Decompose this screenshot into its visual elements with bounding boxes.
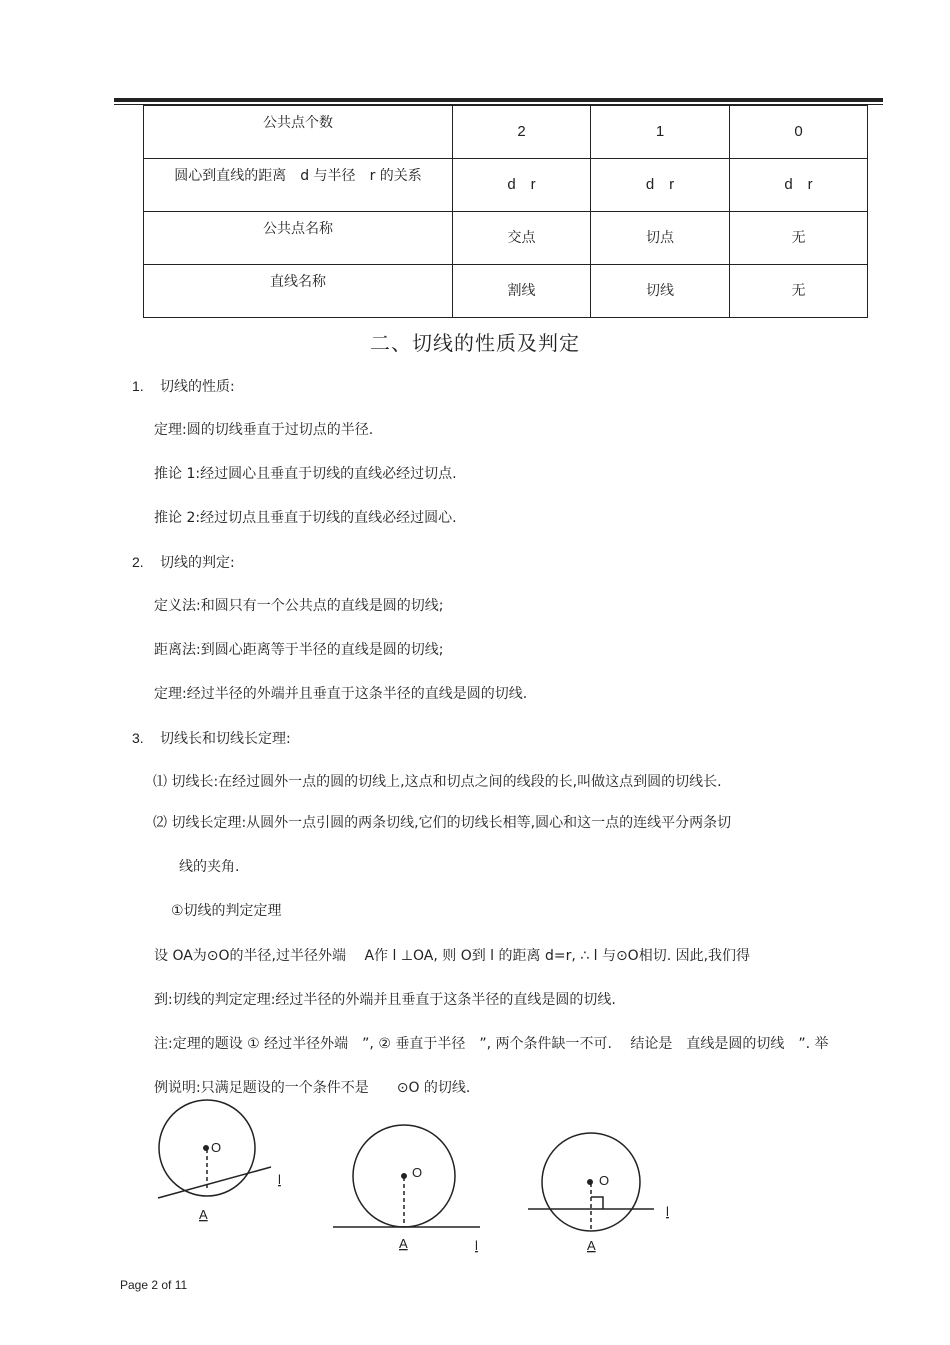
- paragraph-line: 到:切线的判定定理:经过半径的外端并且垂直于这条半径的直线是圆的切线.: [154, 992, 616, 1008]
- note-line: 注:定理的题设 ① 经过半径外端 ”, ② 垂直于半径 ”, 两个条件缺一不可. 结论是 直线是圆的切线 ”. 举: [154, 1036, 829, 1052]
- label-a: A: [199, 1207, 208, 1222]
- tangent-length-def: ⑴ 切线长:在经过圆外一点的圆的切线上,这点和切点之间的线段的长,叫做这点到圆的切线长.: [153, 774, 722, 790]
- paragraph-line: 设 OA为⊙O的半径,过半径外端 A作 l ⊥OA, 则 O到 l 的距离 d=r, ∴ l 与⊙O相切. 因此,我们得: [154, 948, 751, 964]
- row-label-part: 圆心到直线的距离: [174, 168, 287, 184]
- table-cell: d r: [453, 159, 591, 212]
- label-o: O: [599, 1173, 610, 1188]
- theorem-method: 定理:经过半径的外端并且垂直于这条半径的直线是圆的切线.: [154, 686, 528, 702]
- label-l: l: [666, 1204, 669, 1219]
- row-label: 公共点名称: [144, 212, 453, 265]
- item-title: 切线的判定:: [160, 555, 235, 571]
- label-l: l: [475, 1238, 478, 1253]
- section-title: 二、切线的性质及判定: [370, 331, 580, 355]
- table-cell: 1: [591, 106, 730, 159]
- item-number: 3.: [132, 730, 144, 746]
- label-o: O: [412, 1165, 423, 1180]
- row-label: 公共点个数: [144, 106, 453, 159]
- corollary-1: 推论 1:经过圆心且垂直于切线的直线必经过切点.: [154, 466, 457, 482]
- table-cell: 交点: [453, 212, 591, 265]
- definition-method: 定义法:和圆只有一个公共点的直线是圆的切线;: [154, 598, 444, 614]
- subsection-title: ①切线的判定定理: [171, 903, 282, 919]
- table-cell: 割线: [453, 265, 591, 318]
- figure-perpendicular-chord: [528, 1133, 654, 1231]
- item-title: 切线长和切线长定理:: [160, 731, 291, 747]
- item-number: 1.: [132, 378, 144, 394]
- table-cell: 0: [730, 106, 868, 159]
- label-l: l: [278, 1172, 281, 1187]
- table-cell: 无: [730, 212, 868, 265]
- table-cell: d r: [730, 159, 868, 212]
- item-title: 切线的性质:: [160, 379, 235, 395]
- label-a: A: [587, 1238, 596, 1253]
- row-label: 直线名称: [144, 265, 453, 318]
- table-cell: 2: [453, 106, 591, 159]
- corollary-2: 推论 2:经过切点且垂直于切线的直线必经过圆心.: [154, 510, 457, 526]
- table-cell: d r: [591, 159, 730, 212]
- tangent-length-theorem-cont: 线的夹角.: [179, 859, 240, 875]
- label-a: A: [399, 1236, 408, 1251]
- distance-method: 距离法:到圆心距离等于半径的直线是圆的切线;: [154, 642, 444, 658]
- note-line: 例说明:只满足题设的一个条件不是 ⊙O 的切线.: [154, 1080, 471, 1096]
- page-footer: Page 2 of 11: [120, 1278, 188, 1292]
- table-cell: 切线: [591, 265, 730, 318]
- table-cell: 切点: [591, 212, 730, 265]
- item-number: 2.: [132, 554, 144, 570]
- table-cell: 无: [730, 265, 868, 318]
- tangent-length-theorem: ⑵ 切线长定理:从圆外一点引圆的两条切线,它们的切线长相等,圆心和这一点的连线平分两条切: [153, 815, 732, 831]
- label-o: O: [211, 1140, 222, 1155]
- row-label-part: d 与半径: [300, 168, 356, 184]
- figure-tangent: [333, 1125, 480, 1227]
- theorem-text: 定理:圆的切线垂直于过切点的半径.: [154, 422, 374, 438]
- row-label-part: r 的关系: [369, 168, 422, 184]
